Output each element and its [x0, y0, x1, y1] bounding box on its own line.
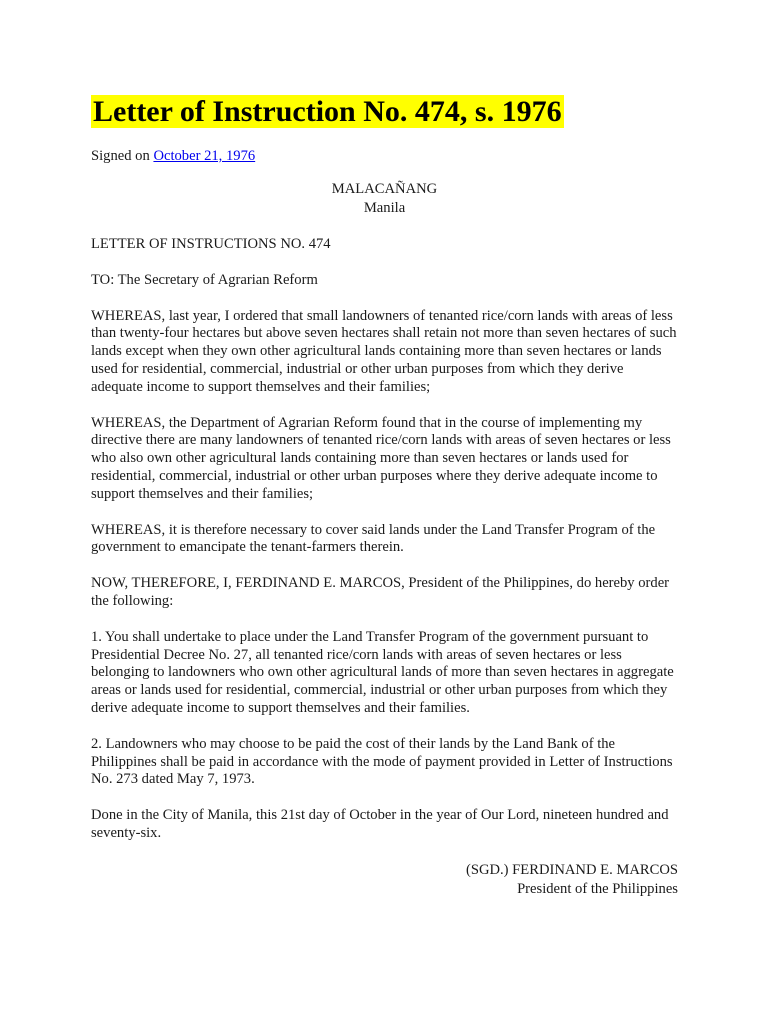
order-item-2: 2. Landowners who may choose to be paid the cost of their lands by the Land Bank of the Philippines shall be paid in accordance with the mode of payment provided in Letter of Instructions No. 273 dated May 7, 1973.	[91, 735, 673, 788]
signed-prefix: Signed on	[91, 148, 154, 164]
signature-title: President of the Philippines	[517, 880, 678, 897]
signature-name: (SGD.) FERDINAND E. MARCOS	[465, 861, 678, 878]
now-therefore-paragraph: NOW, THEREFORE, I, FERDINAND E. MARCOS, President of the Philippines, do hereby order the following:	[91, 575, 670, 609]
addressee: TO: The Secretary of Agrarian Reform	[91, 271, 318, 288]
signature-block	[91, 861, 678, 899]
signed-line	[91, 147, 678, 165]
page-title	[91, 0, 678, 130]
whereas-paragraph-1: WHEREAS, last year, I ordered that small landowners of tenanted rice/corn lands with areas of less than twenty-four hectares but above seven hectares shall retain not more than seven hectares of such lands except when they own other agricultural lands containing more than seven hectares or lands used for residential, commercial, industrial or other urban purposes from which they derive adequate income to support themselves and their families;	[91, 307, 677, 395]
whereas-paragraph-2: WHEREAS, the Department of Agrarian Reform found that in the course of implementing my directive there are many landowners of tenanted rice/corn lands with areas of seven hectares or less who also own other agricultural lands containing more than seven hectares or lands used for residential, commercial, industrial or other urban purposes where they derive adequate income to support themselves and their families;	[91, 414, 671, 502]
whereas-paragraph-3: WHEREAS, it is therefore necessary to cover said lands under the Land Transfer Program of the government to emancipate the tenant-farmers therein.	[91, 521, 656, 556]
loi-number: LETTER OF INSTRUCTIONS NO. 474	[91, 236, 331, 252]
order-item-1: 1. You shall undertake to place under the Land Transfer Program of the government pursuant to Presidential Decree No. 27, all tenanted rice/corn lands with areas of seven hectares or less belonging to landowners who own other agricultural lands of more than seven hectares in aggregate areas or lands used for residential, commercial, industrial or other urban purposes from which they derive adequate income to support themselves and their families.	[91, 628, 674, 716]
office-name: MALACAÑANG	[331, 181, 438, 197]
office-heading	[91, 180, 678, 218]
office-location: Manila	[363, 200, 406, 216]
done-paragraph: Done in the City of Manila, this 21st day of October in the year of Our Lord, nineteen hundred and seventy-six.	[91, 807, 669, 841]
signed-date-link[interactable]: October 21, 1976	[153, 148, 256, 164]
page-title-text: Letter of Instruction No. 474, s. 1976	[93, 95, 562, 128]
